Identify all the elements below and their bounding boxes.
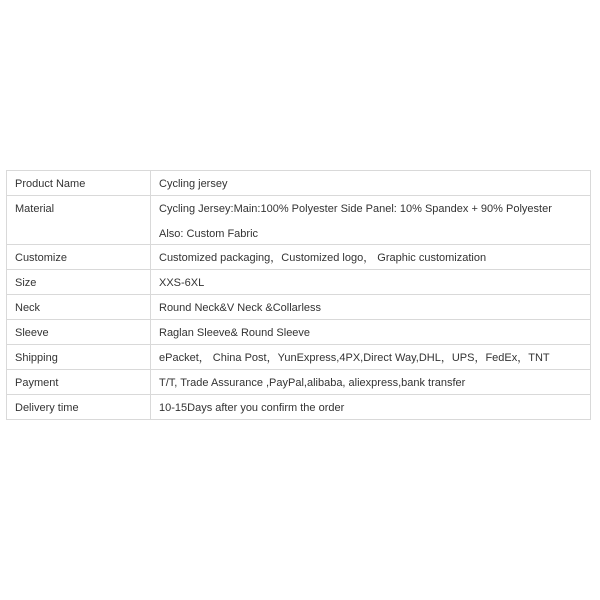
spec-label: Delivery time: [7, 395, 151, 420]
spec-label: Payment: [7, 370, 151, 395]
spec-value: Raglan Sleeve& Round Sleeve: [151, 320, 591, 345]
spec-row-shipping: [7, 345, 591, 370]
spec-row-product-name: [7, 171, 591, 196]
spec-value: [151, 196, 591, 245]
spec-label: Shipping: [7, 345, 151, 370]
spec-label: Size: [7, 270, 151, 295]
spec-value: Cycling jersey: [151, 171, 591, 196]
spec-value: 10-15Days after you confirm the order: [151, 395, 591, 420]
spec-value: Customized packaging，Customized logo， Graphic customization: [151, 245, 591, 270]
spec-label: Sleeve: [7, 320, 151, 345]
spec-value-line-1: Cycling Jersey:Main:100% Polyester Side Panel: 10% Spandex + 90% Polyester: [159, 203, 552, 215]
spec-row-size: [7, 270, 591, 295]
spec-value: ePacket， China Post，YunExpress,4PX,Direct Way,DHL，UPS，FedEx，TNT: [151, 345, 591, 370]
spec-row-sleeve: [7, 320, 591, 345]
spec-value: XXS-6XL: [151, 270, 591, 295]
spec-label: Neck: [7, 295, 151, 320]
spec-row-payment: [7, 370, 591, 395]
spec-row-material: [7, 196, 591, 245]
spec-label: Product Name: [7, 171, 151, 196]
spec-row-neck: [7, 295, 591, 320]
spec-value: Round Neck&V Neck &Collarless: [151, 295, 591, 320]
spec-value: T/T, Trade Assurance ,PayPal,alibaba, aliexpress,bank transfer: [151, 370, 591, 395]
spec-row-customize: [7, 245, 591, 270]
spec-label: Customize: [7, 245, 151, 270]
spec-value-line-2: Also: Custom Fabric: [159, 228, 259, 240]
product-spec-table: [6, 170, 591, 420]
spec-row-delivery-time: [7, 395, 591, 420]
spec-label: Material: [7, 196, 151, 245]
